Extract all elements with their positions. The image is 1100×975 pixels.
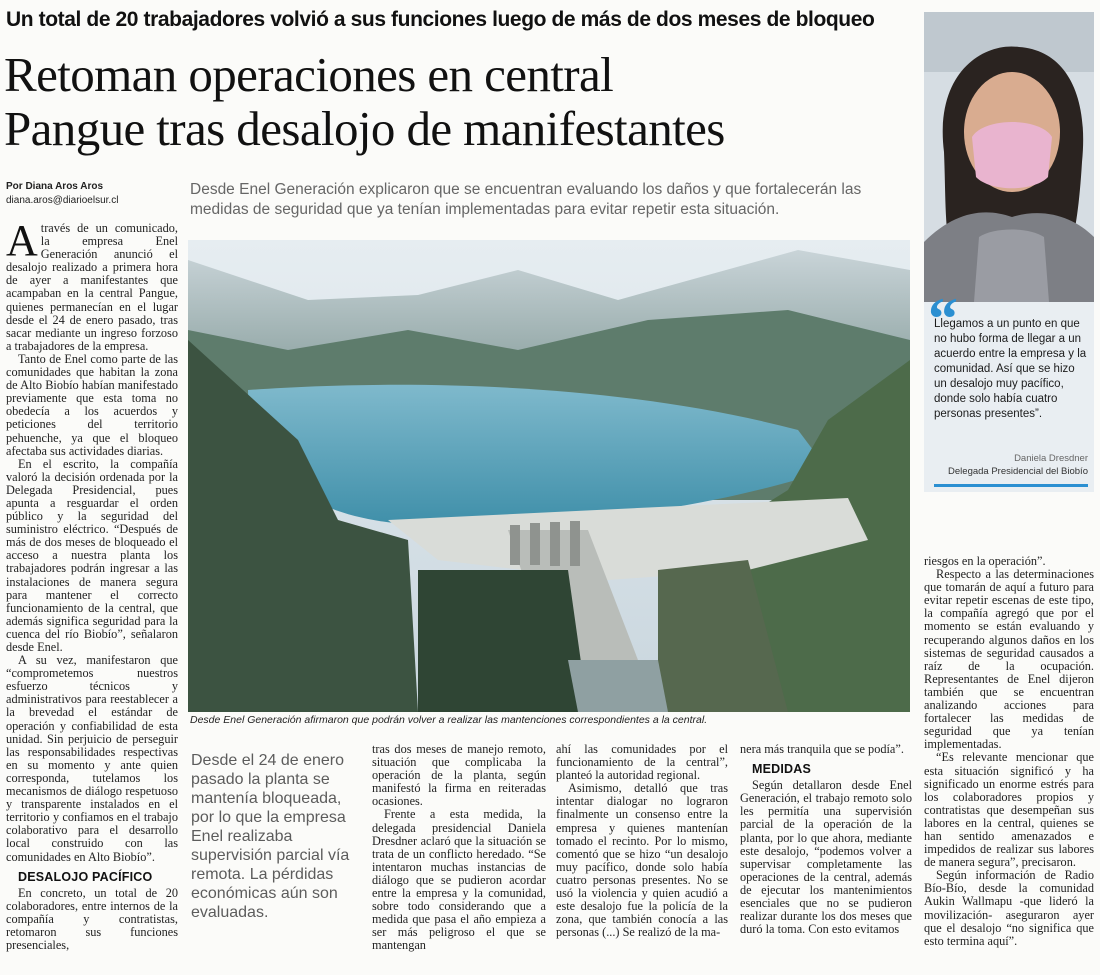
dam-photo	[188, 240, 910, 712]
author-email: diana.aros@diarioelsur.cl	[6, 195, 119, 206]
paragraph: En el escrito, la compañía valoró la decisión ordenada por la Delegada Presidencial, pues apunta a resguardar el orden público y la seguridad del suministro eléctrico. “Después de más de dos meses de bloqueado el acceso a nuestra planta los trabajadores podrán ingresar a las instalaciones de manera segura para mantener el correcto funcionamiento de la central, que además significa seguridad para la cuenca del río Biobío”, señalaron desde Enel.	[6, 456, 178, 654]
headline	[4, 48, 914, 156]
quote-mark-icon: “	[928, 286, 958, 352]
column-1	[6, 222, 178, 974]
quote-attribution	[948, 452, 1088, 478]
paragraph: ahí las comunidades por el funcionamiento de la central”, planteó la autoridad regional.	[556, 743, 728, 783]
headline-line-1: Retoman operaciones en central	[4, 47, 614, 102]
quote-author: Daniela Dresdner	[1014, 453, 1088, 464]
drop-cap: A	[6, 222, 38, 265]
paragraph: Frente a esta medida, la delegada presidencial Daniela Dresdner aclaró que la situación se trata de un conflicto heredado. “Se intentaron muchas instancias de diálogo que se pudieron acordar entre la empresa y la comunidad, sobre todo considerando que a medida que pasa el año empieza a ser más peligroso el que se mantengan	[372, 807, 546, 953]
paragraph: Tanto de Enel como parte de las comunidades que habitan la zona de Alto Biobío habían manifestado previamente que esta toma no obedecía a los acuerdos y peticiones del territorio pehuenche, ya que el bloqueo afectaba sus actividades diarias.	[6, 351, 178, 458]
kicker: Un total de 20 trabajadores volvió a sus funciones luego de más de dos meses de bloqueo	[6, 8, 875, 31]
paragraph: A su vez, manifestaron que “comprometemos nuestros esfuerzo técnicos y administrativos para reestablecer a la brevedad el estándar de operación y confiabilidad de esta unidad. Sin perjuicio de perseguir las responsabilidades respectivas en su momento y ante quien corresponda, tutelamos los mecanismos de diálogo respetuoso y transparente instalados en el territorio y confiamos en el trabajo colaborativo para el desarrollo local construido con las comunidades en Alto Biobío”.	[6, 653, 178, 864]
photo-caption: Desde Enel Generación afirmaron que podrán volver a realizar las mantenciones correspondientes a la central.	[190, 714, 708, 726]
column-5	[740, 743, 912, 975]
column-4	[556, 743, 728, 975]
pullout-text: Desde el 24 de enero pasado la planta se mantenía bloqueada, por lo que la empresa Enel realizaba supervisión parcial vía remota. La pérdidas económicas aún son evaluadas.	[191, 752, 350, 921]
paragraph: riesgos en la operación”.	[924, 555, 1046, 568]
paragraph: “Es relevante mencionar que esta situación significó y ha significado un enorme estrés para los colaboradores propios y contratistas que desempeñan sus labores en la central, quienes se han sentido amenazados e impedidos de realizar sus labores de manera segura”, precisaron.	[924, 750, 1094, 870]
quote-sidebar	[924, 12, 1094, 492]
paragraph: nera más tranquila que se podía”.	[740, 743, 904, 756]
paragraph: Respecto a las determinaciones que tomarán de aquí a futuro para evitar repetir escenas de este tipo, la compañía agregó que por el momento se están evaluando y recuperando algunos daños en los sistemas de seguridad causados a raíz de la ocupación. Representantes de Enel dijeron también que se encuentran analizando acciones para fortalecer las medidas de seguridad que ya tenían implementadas.	[924, 567, 1094, 752]
paragraph: Según detallaron desde Enel Generación, el trabajo remoto solo les permitía una supervisión parcial de la operación de la planta, por lo que ahora, mediante este desalojo, “podemos volver a supervisar completamente las operaciones de la central, además de ejecutar los mantenimientos esenciales que no se pudieron realizar durante los dos meses que duró la toma. Con esto evitamos	[740, 778, 912, 937]
subhead-desalojo: DESALOJO PACÍFICO	[18, 869, 153, 884]
column-3	[372, 743, 546, 975]
accent-rule	[934, 484, 1088, 487]
deck: Desde Enel Generación explicaron que se encuentran evaluando los daños y que fortalecerán las medidas de seguridad que ya tenían implementadas para evitar repetir esta situación.	[190, 181, 862, 218]
quote-author-role: Delegada Presidencial del Biobío	[948, 466, 1088, 477]
paragraph: Asimismo, detalló que tras intentar dialogar no lograron finalmente un consenso entre la empresa y quienes mantenían tomado el recinto. Por lo mismo, comentó que se hizo “un desalojo muy pacífico, donde solo había cuatro personas presentes. No se usó la violencia y quien acudió a este desalojo fue la policía de la zona, que también conocía a las personas (...) Se realizó de la ma-	[556, 781, 728, 940]
paragraph: En concreto, un total de 20 colaboradores, entre internos de la compañía y contratistas, retomaron sus funciones presenciales,	[6, 885, 178, 953]
subhead-medidas: MEDIDAS	[752, 762, 812, 777]
paragraph: Através de un comunicado, la empresa Enel Generación anunció el desalojo realizado a primera hora de ayer a manifestantes que acampaban en la central Pangue, quienes permanecían en el lugar desde el 24 de enero pasado, tras sacar mediante un ingreso forzoso a trabajadores de la empresa.	[6, 222, 178, 353]
paragraph: Según información de Radio Bío-Bío, desde la comunidad Aukin Wallmapu -que lideró la movilización- aseguraron ayer que el desalojo “no significa que esto termina aquí”.	[924, 868, 1094, 948]
author-name: Por Diana Aros Aros	[6, 181, 104, 192]
paragraph: tras dos meses de manejo remoto, situación que complicaba la operación de la planta, según manifestó la firma en reiteradas ocasiones.	[372, 743, 546, 809]
headline-line-2: Pangue tras desalojo de manifestantes	[4, 101, 725, 156]
portrait-photo	[924, 12, 1094, 302]
byline	[6, 180, 118, 208]
pull-quote: Llegamos a un punto en que no hubo forma de llegar a un acuerdo entre la empresa y la comunidad. Así que se hizo un desalojo muy pacífico, donde solo había cuatro personas presentes”.	[934, 318, 1087, 420]
column-6	[924, 555, 1094, 975]
